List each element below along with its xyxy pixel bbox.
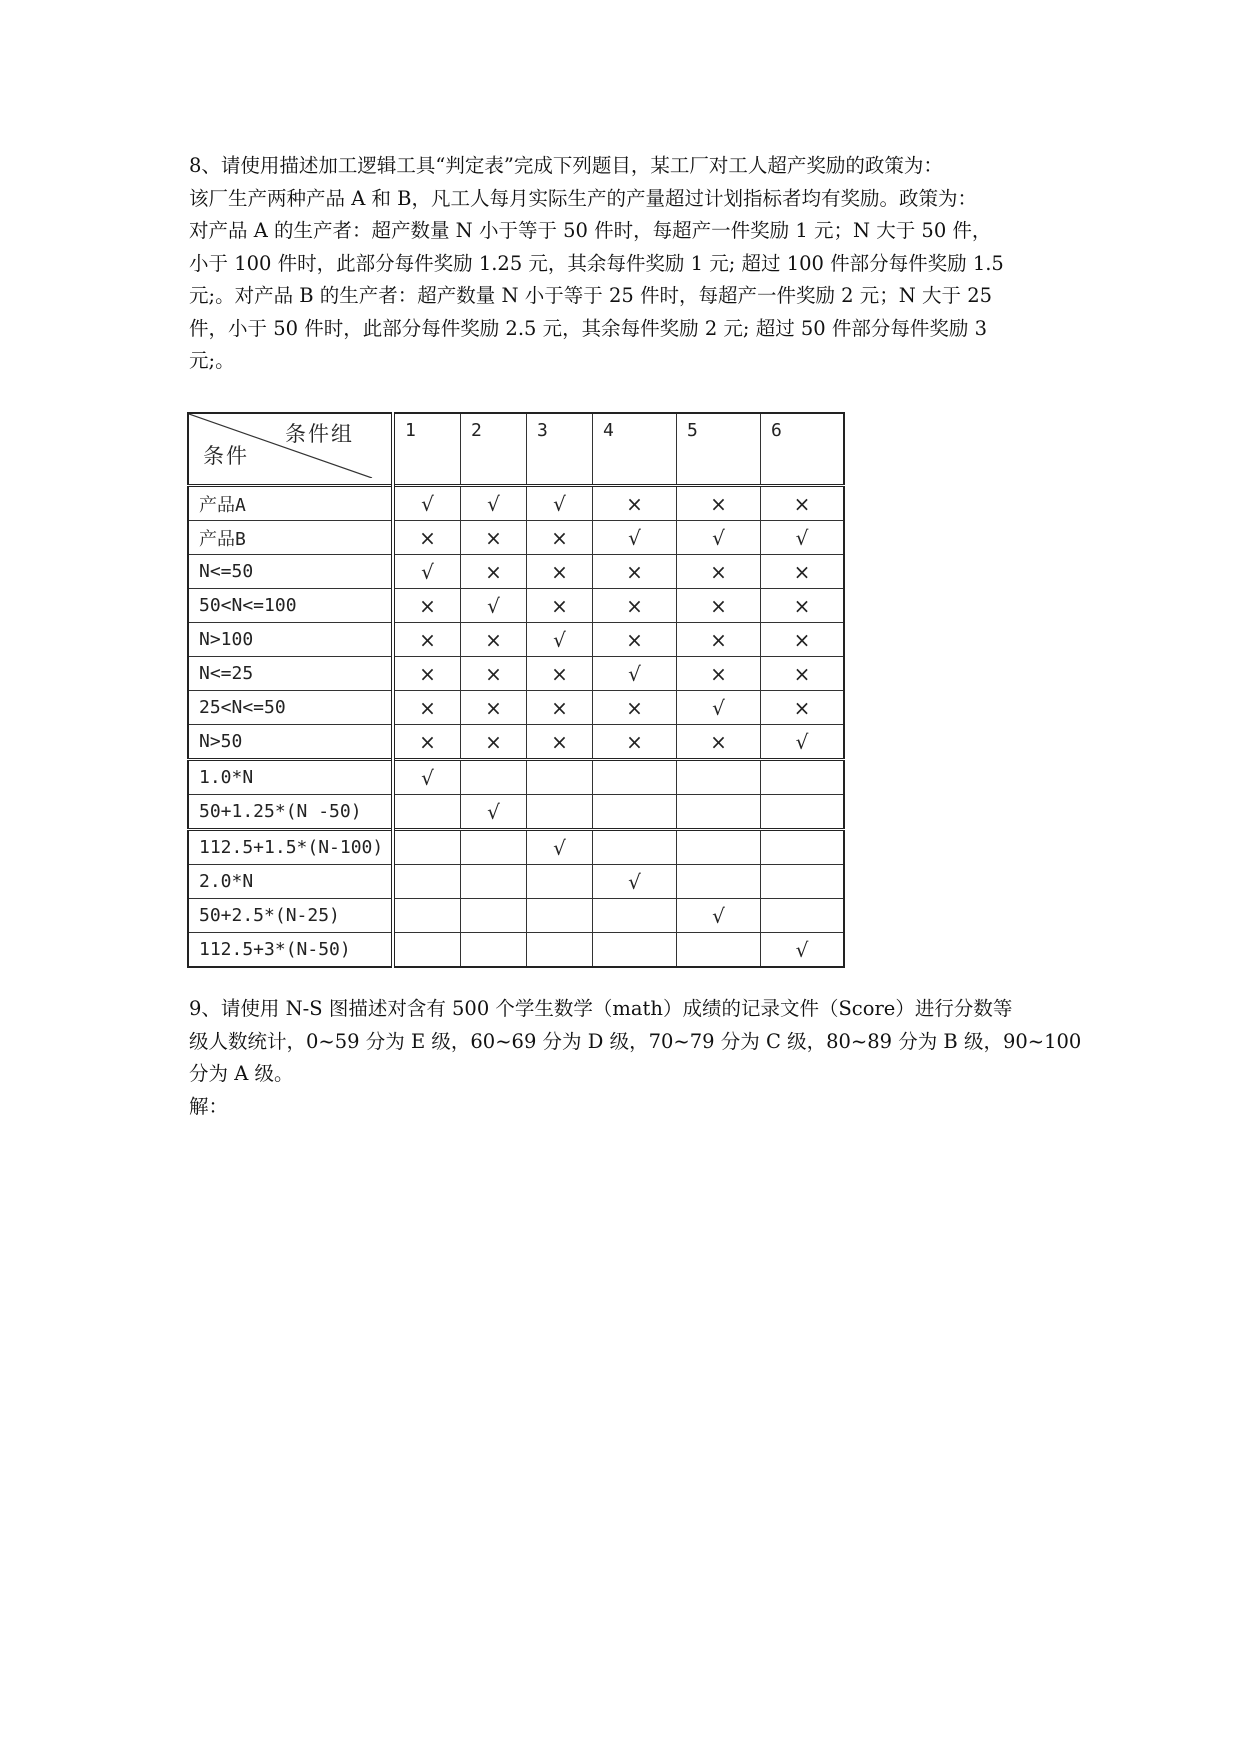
rule-mark: × — [527, 657, 593, 691]
action-mark — [677, 933, 761, 968]
rule-mark: × — [461, 521, 527, 555]
rule-mark: × — [593, 555, 677, 589]
rule-mark: × — [461, 691, 527, 725]
diagonal-header-top: 条件组 — [285, 422, 354, 446]
rule-mark: × — [393, 589, 461, 623]
column-header: 6 — [761, 413, 845, 486]
condition-label: N<=50 — [188, 555, 393, 589]
action-mark: √ — [527, 830, 593, 865]
action-mark — [461, 865, 527, 899]
action-label: 50+1.25*(N -50) — [188, 795, 393, 830]
action-row — [188, 933, 844, 968]
action-mark — [527, 899, 593, 933]
action-mark — [761, 795, 845, 830]
rule-mark: × — [393, 657, 461, 691]
column-header: 4 — [593, 413, 677, 486]
question-8-line: 该厂生产两种产品 A 和 B，凡工人每月实际生产的产量超过计划指标者均有奖励。政策为： — [189, 186, 978, 210]
action-mark: √ — [761, 933, 845, 968]
rule-mark: × — [593, 623, 677, 657]
rule-mark: × — [677, 589, 761, 623]
condition-label: N>100 — [188, 623, 393, 657]
condition-row — [188, 725, 844, 760]
rule-mark: × — [677, 623, 761, 657]
rule-mark: × — [461, 623, 527, 657]
rule-mark: √ — [761, 521, 845, 555]
action-mark: √ — [461, 795, 527, 830]
question-8-line: 8、请使用描述加工逻辑工具“判定表”完成下列题目，某工厂对工人超产奖励的政策为： — [189, 154, 943, 177]
rule-mark: × — [593, 725, 677, 760]
rule-mark: × — [761, 555, 845, 589]
action-mark — [761, 899, 845, 933]
action-label: 112.5+3*(N-50) — [188, 933, 393, 968]
condition-label: 50<N<=100 — [188, 589, 393, 623]
action-mark — [461, 899, 527, 933]
rule-mark: × — [527, 589, 593, 623]
rule-mark: √ — [527, 486, 593, 521]
condition-row — [188, 623, 844, 657]
rule-mark: × — [393, 725, 461, 760]
condition-row — [188, 486, 844, 521]
rule-mark: × — [527, 691, 593, 725]
rule-mark: × — [461, 555, 527, 589]
rule-mark: √ — [677, 691, 761, 725]
action-row — [188, 899, 844, 933]
rule-mark: √ — [593, 521, 677, 555]
rule-mark: × — [593, 589, 677, 623]
action-mark — [761, 865, 845, 899]
question-8-line: 元;。对产品 B 的生产者：超产数量 N 小于等于 25 件时，每超产一件奖励 2 元；N 大于 25 — [189, 284, 993, 307]
rule-mark: × — [527, 521, 593, 555]
action-mark — [527, 760, 593, 795]
action-mark: √ — [677, 899, 761, 933]
rule-mark: × — [677, 725, 761, 760]
rule-mark: √ — [527, 623, 593, 657]
action-mark — [593, 830, 677, 865]
decision-table-header-row — [188, 413, 844, 486]
action-mark — [593, 933, 677, 968]
question-8-line: 对产品 A 的生产者：超产数量 N 小于等于 50 件时，每超产一件奖励 1 元；N 大于 50 件， — [189, 219, 992, 242]
rule-mark: × — [593, 486, 677, 521]
question-9-line: 级人数统计，0~59 分为 E 级，60~69 分为 D 级，70~79 分为 C 级，80~89 分为 B 级，90~100 — [189, 1029, 1082, 1053]
action-mark: √ — [593, 865, 677, 899]
action-label: 50+2.5*(N-25) — [188, 899, 393, 933]
rule-mark: × — [393, 521, 461, 555]
question-9 — [189, 993, 1082, 1123]
question-9-line: 分为 A 级。 — [189, 1062, 294, 1085]
rule-mark: √ — [461, 486, 527, 521]
action-row — [188, 865, 844, 899]
action-mark — [527, 933, 593, 968]
action-label: 2.0*N — [188, 865, 393, 899]
action-mark — [761, 760, 845, 795]
question-8-line: 小于 100 件时，此部分每件奖励 1.25 元，其余每件奖励 1 元; 超过 100 件部分每件奖励 1.5 — [189, 251, 1004, 275]
condition-label: 25<N<=50 — [188, 691, 393, 725]
rule-mark: × — [761, 657, 845, 691]
action-label: 1.0*N — [188, 760, 393, 795]
rule-mark: √ — [761, 725, 845, 760]
rule-mark: √ — [393, 486, 461, 521]
action-mark — [677, 830, 761, 865]
action-mark — [393, 795, 461, 830]
rule-mark: × — [393, 691, 461, 725]
action-row — [188, 795, 844, 830]
rule-mark: × — [761, 589, 845, 623]
action-label: 112.5+1.5*(N-100) — [188, 830, 393, 865]
rule-mark: √ — [677, 521, 761, 555]
rule-mark: × — [677, 657, 761, 691]
condition-label: N>50 — [188, 725, 393, 760]
rule-mark: × — [761, 623, 845, 657]
rule-mark: √ — [393, 555, 461, 589]
action-mark — [593, 899, 677, 933]
action-row — [188, 760, 844, 795]
question-8 — [189, 150, 1069, 378]
action-mark — [677, 795, 761, 830]
rule-mark: × — [593, 691, 677, 725]
rule-mark: × — [393, 623, 461, 657]
question-8-line: 件，小于 50 件时，此部分每件奖励 2.5 元，其余每件奖励 2 元; 超过 50 件部分每件奖励 3 — [189, 316, 988, 340]
column-header: 2 — [461, 413, 527, 486]
action-mark — [677, 865, 761, 899]
rule-mark: × — [527, 555, 593, 589]
rule-mark: × — [677, 486, 761, 521]
answer-label: 解： — [189, 1094, 229, 1118]
condition-row — [188, 691, 844, 725]
question-9-line: 9、请使用 N-S 图描述对含有 500 个学生数学（math）成绩的记录文件（Score）进行分数等 — [189, 997, 1013, 1020]
rule-mark: √ — [593, 657, 677, 691]
action-mark — [393, 933, 461, 968]
column-header: 3 — [527, 413, 593, 486]
condition-label: 产品A — [188, 486, 393, 521]
action-mark — [677, 760, 761, 795]
column-header: 5 — [677, 413, 761, 486]
rule-mark: × — [461, 657, 527, 691]
question-8-line: 元;。 — [189, 349, 235, 372]
action-mark — [593, 760, 677, 795]
action-mark — [461, 933, 527, 968]
action-row — [188, 830, 844, 865]
diagonal-header-bottom: 条件 — [203, 444, 249, 468]
action-mark — [761, 830, 845, 865]
condition-label: 产品B — [188, 521, 393, 555]
action-mark — [593, 795, 677, 830]
rule-mark: × — [761, 691, 845, 725]
condition-row — [188, 521, 844, 555]
action-mark: √ — [393, 760, 461, 795]
condition-row — [188, 555, 844, 589]
action-mark — [393, 899, 461, 933]
condition-row — [188, 589, 844, 623]
action-mark — [527, 865, 593, 899]
rule-mark: × — [677, 555, 761, 589]
action-mark — [461, 760, 527, 795]
action-mark — [393, 830, 461, 865]
rule-mark: × — [461, 725, 527, 760]
action-mark — [527, 795, 593, 830]
rule-mark: × — [527, 725, 593, 760]
decision-table — [187, 412, 845, 968]
action-mark — [461, 830, 527, 865]
action-mark — [393, 865, 461, 899]
column-header: 1 — [393, 413, 461, 486]
condition-row — [188, 657, 844, 691]
diagonal-header-cell — [188, 413, 393, 486]
condition-label: N<=25 — [188, 657, 393, 691]
rule-mark: × — [761, 486, 845, 521]
rule-mark: √ — [461, 589, 527, 623]
